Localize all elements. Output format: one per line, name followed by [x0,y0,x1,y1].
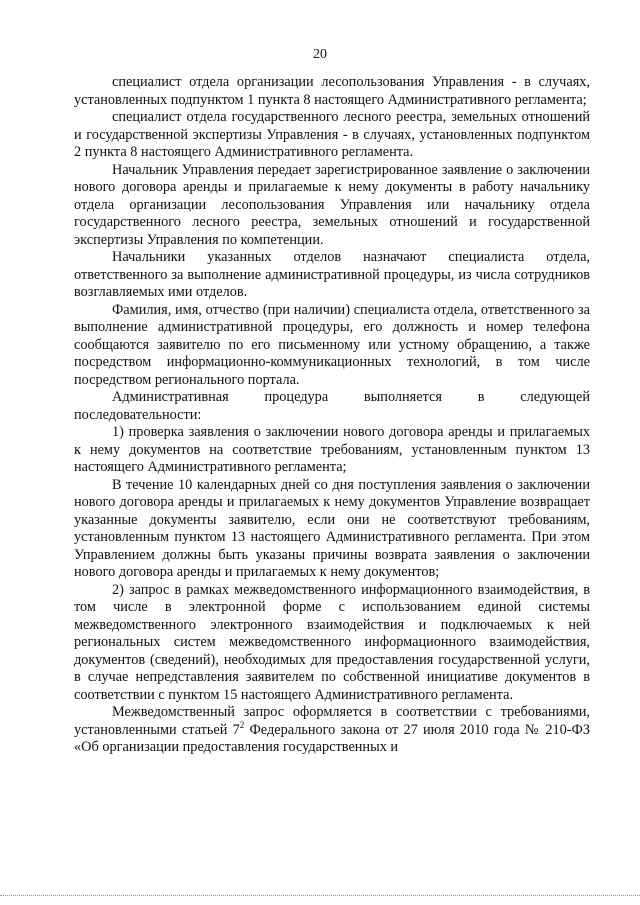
document-body [74,74,590,757]
paragraph-step-1-verification: 1) проверка заявления о заключении нового договора аренды и прилагаемых к нему документов на соответствие требованиям, установленным пунктом 13 настоящего Административного регламента; [74,424,590,475]
page-number: 20 [313,47,327,62]
paragraph-specialist-contact-info: Фамилия, имя, отчество (при наличии) специалиста отдела, ответственного за выполнение административной процедуры, его должность и номер телефона сообщаются заявителю по его письменному или устному обращению, а также посредством информационно-коммуникационных технологий, в том числе посредством регионального портала. [74,301,590,388]
paragraph-head-transfers-application: Начальник Управления передает зарегистрированное заявление о заключении нового договора аренды и прилагаемые к нему документы в работу начальнику отдела организации лесопользования Управления или начальнику отдела государственного лесного реестра, земельных отношений и государственной экспертизы Управления по компетенции. [74,161,590,248]
article-superscript: 2 [239,719,245,730]
paragraph-return-of-documents: В течение 10 календарных дней со дня поступления заявления о заключении нового договора аренды и прилагаемых к нему документов Управление возвращает указанные документы заявителю, если они не соответствуют требованиям, установленным пунктом 13 настоящего Административного регламента. При этом Управлением должны быть указаны причины возврата заявления о заключении нового договора аренды и прилагаемых к нему документов; [74,476,590,580]
paragraph-forestry-specialist: специалист отдела организации лесопользования Управления - в случаях, установленных подпунктом 1 пункта 8 настоящего Административного регламента; [74,74,590,108]
paragraph-interagency-request-form [74,704,590,757]
paragraph-heads-appoint-specialist: Начальники указанных отделов назначают специалиста отдела, ответственного за выполнение административной процедуры, из числа сотрудников возглавляемых ими отделов. [74,249,590,300]
paragraph-procedure-sequence: Административная процедура выполняется в следующей последовательности: [74,389,590,423]
law-reference-text-end: Федерального закона от 27 июля 2010 года № 210-ФЗ «Об организации предоставления государственных и [74,721,590,755]
paragraph-step-2-interagency-request: 2) запрос в рамках межведомственного информационного взаимодействия, в том числе в электронной форме с использованием единой системы межведомственного электронного взаимодействия и подключаемых к ней региональных систем межведомственного информационного взаимодействия, документов (сведений), необходимых для предоставления государственной услуги, в случае непредставления заявителем по собственной инициативе документов в соответствии с пунктом 15 настоящего Административного регламента. [74,581,590,703]
page-bottom-divider [0,895,640,896]
law-reference-text-start: Межведомственный запрос оформляется в соответствии с требованиями, установленными статьей 7 [74,704,590,738]
paragraph-registry-specialist: специалист отдела государственного лесного реестра, земельных отношений и государственной экспертизы Управления - в случаях, установленных подпунктом 2 пункта 8 настоящего Административного регламента. [74,109,590,160]
